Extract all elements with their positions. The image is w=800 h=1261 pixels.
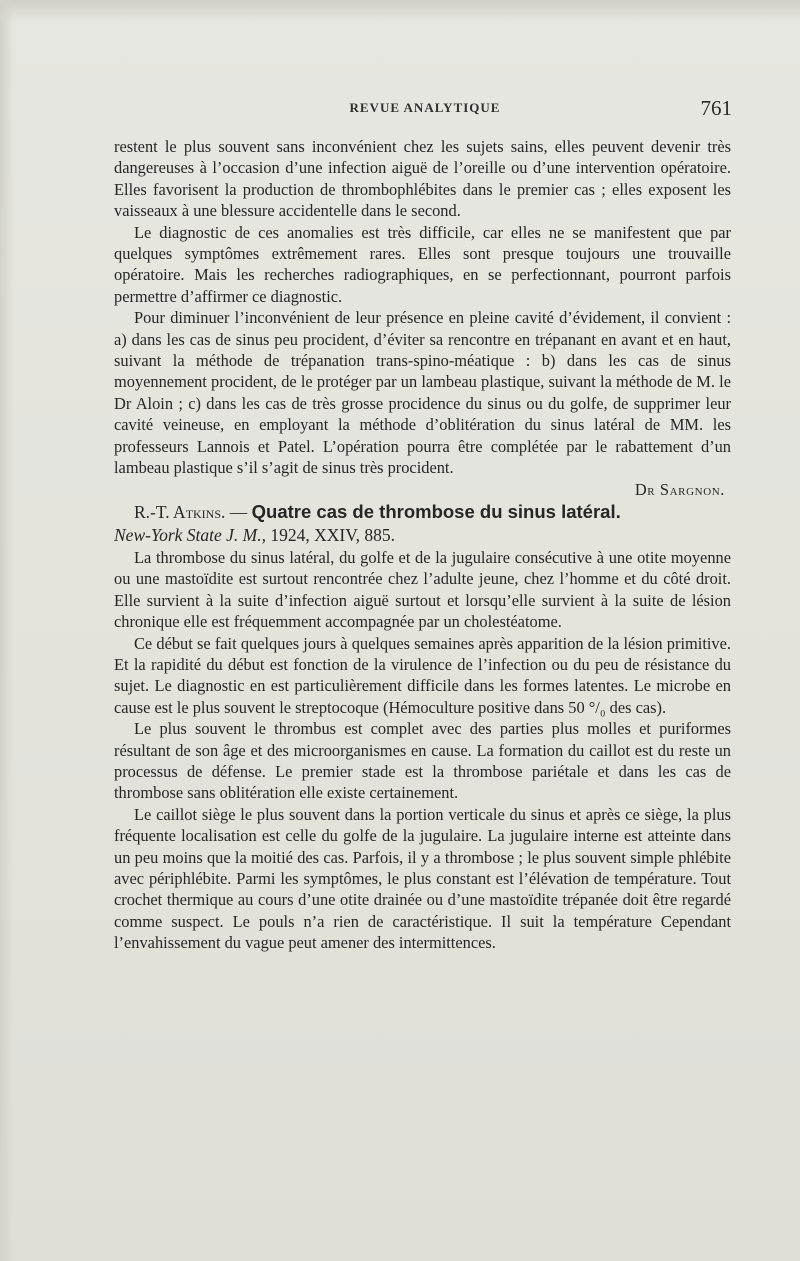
page-number: 761 [700,96,732,120]
page-header [110,96,740,122]
article-paragraph-1: La thrombose du sinus latéral, du golfe et de la jugulaire consécutive à une otite moyenne ou une mastoïdite est surtout rencontrée chez l’adulte jeune, chez l’homme et du côté droit. Elle survient à la suite d’infection aiguë surtout et lorsqu’elle survient à la suite de lésion chronique elle est fréquemment accompagnée par un cholestéatome. [114,547,731,632]
heading-dash: — [229,501,248,522]
scan-shadow-left [0,0,14,1261]
article-paragraph-4: Le caillot siège le plus souvent dans la portion verticale du sinus et après ce siège, la plus fréquente localisation est celle du golfe de la jugulaire. La jugulaire interne est atteinte dans un peu moins que la moitié des cas. Parfois, il y a thrombose ; le plus souvent simple phlébite avec périphlébite. Parmi les symptômes, le plus constant est l’élévation de température. Tout crochet thermique au cours d’une otite drainée ou d’une mastoïdite trépanée doit être regardé comme suspect. Le pouls n’a rien de caractéristique. Il suit la température Cependant l’envahissement du vague peut amener des intermittences. [114,804,731,953]
paragraph-diagnostic: Le diagnostic de ces anomalies est très difficile, car elles ne se manifestent que par quelques symptômes extrêmement rares. Elles sont presque toujours une trouvaille opératoire. Mais les recherches radiographiques, en se perfectionnant, pourront parfois permettre d’affirmer ce diagnostic. [114,222,731,306]
article-reference: 1924, XXIV, 885. [270,524,395,545]
article-paragraph-3: Le plus souvent le thrombus est complet avec des parties plus molles et puriformes résultant de son âge et des microorganismes en cause. La formation du caillot est du reste un processus de défense. Le premier stade est la thrombose pariétale et dans les cas de thrombose sans oblitération elle existe certainement. [114,719,731,803]
article-title: Quatre cas de thrombose du sinus latéral. [251,500,621,522]
paragraph-continued: restent le plus souvent sans inconvénient chez les sujets sains, elles peuvent devenir très dangereuses à l’occasion d’une infection aiguë de l’oreille ou d’une intervention opératoire. Elles favorisent la production de thrombophlébites dans le premier cas ; elles exposent les vaisseaux à une blessure accidentelle dans le second. [114,137,731,221]
article-heading [114,500,731,547]
article-author: R.-T. Atkins. [134,501,226,522]
scan-shadow-top [0,0,800,22]
signature: Dr Sargnon. [634,479,725,499]
page-body [114,136,731,954]
paragraph-treatment: Pour diminuer l’inconvénient de leur présence en pleine cavité d’évidement, il convient : a) dans les cas de sinus peu procident, d’éviter sa rencontre en trépanant en avant et en haut, suivant la méthode de trépanation trans-spino-méatique : b) dans les cas de sinus moyennement procident, de le protéger par un lambeau plastique, suivant la méthode de M. le Dr Aloin ; c) dans les cas de très grosse procidence du sinus ou du golfe, de supprimer leur cavité veineuse, en employant la méthode d’oblitération du sinus latéral de MM. les professeurs Lannois et Patel. L’opération pourra être complétée par le rabattement d’un lambeau plastique s’il s’agit de sinus très procident. [114,308,731,478]
running-title: REVUE ANALYTIQUE [349,100,501,115]
article-paragraph-2: Ce début se fait quelques jours à quelques semaines après apparition de la lésion primitive. Et la rapidité du début est fonction de la virulence de l’infection ou du peu de résistance du sujet. Le diagnostic en est particulièrement difficile dans les formes latentes. Le microbe en cause est le plus souvent le streptocoque (Hémoculture positive dans 50 °/₀ des cas). [114,633,731,717]
article-journal: New-York State J. M., [114,524,266,545]
